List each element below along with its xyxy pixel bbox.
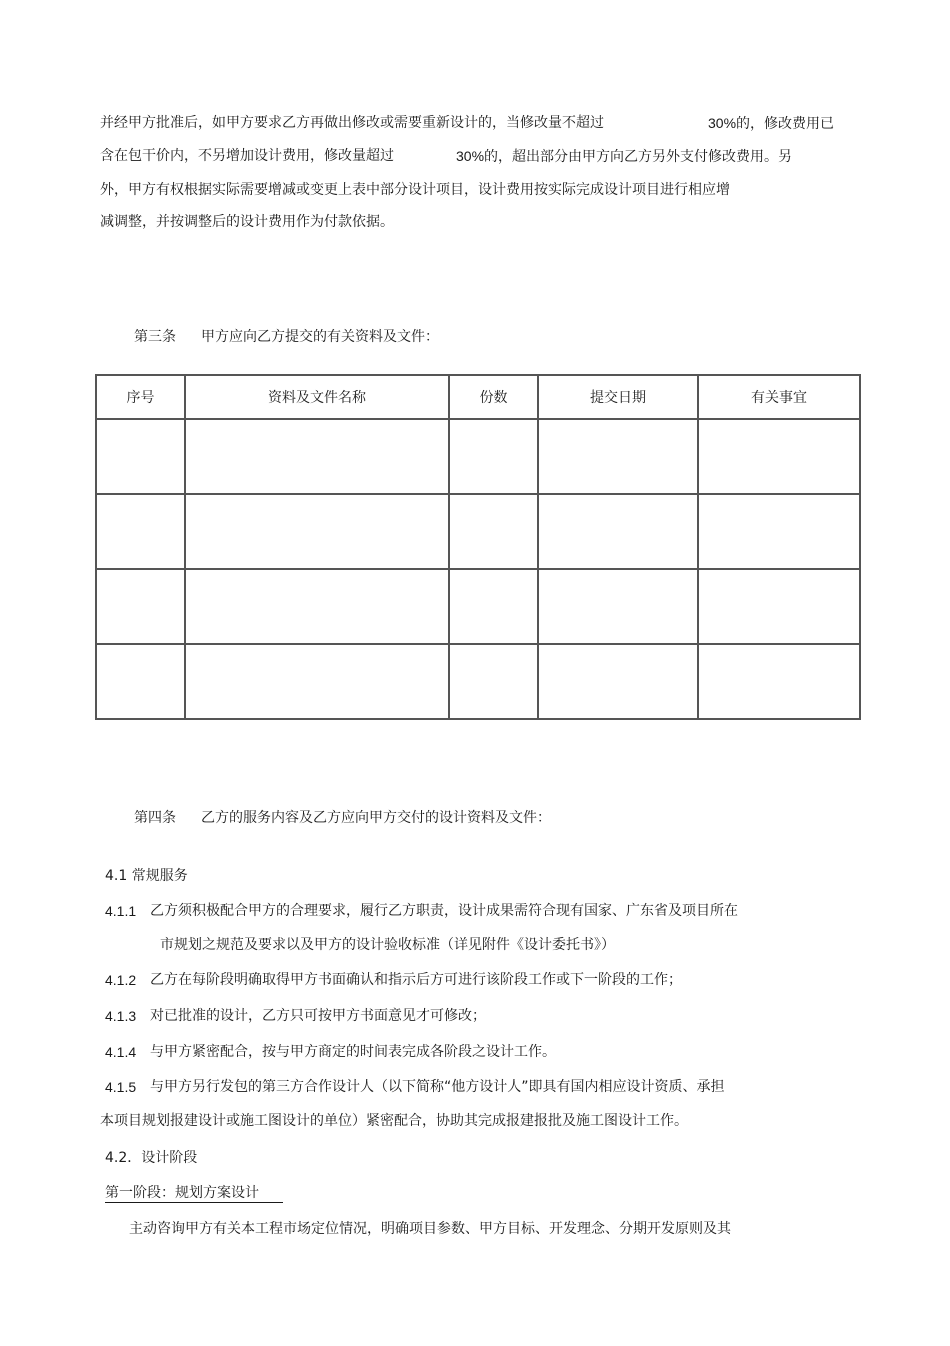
table-cell [96,644,185,719]
table-row [96,569,860,644]
article-4-title: 乙方的服务内容及乙方应向甲方交付的设计资料及文件： [201,810,551,826]
section-4-1-5-number: 4.1.5 [105,1079,137,1095]
table-cell [185,494,449,569]
table-cell [96,494,185,569]
table-cell [449,644,538,719]
article-4-number: 第四条 [134,810,176,826]
table-cell [96,419,185,494]
section-4-1-5-continuation: 本项目规划报建设计或施工图设计的单位）紧密配合，协助其完成报建报批及施工图设计工作。 [100,1113,688,1129]
table-cell [185,569,449,644]
table-cell [698,569,860,644]
intro-line-3: 外，甲方有权根据实际需要增减或变更上表中部分设计项目，设计费用按实际完成设计项目进行相应增 [100,182,730,198]
table-cell [96,569,185,644]
section-4-1-3-number: 4.1.3 [105,1008,137,1024]
section-4-1-4-text: 与甲方紧密配合，按与甲方商定的时间表完成各阶段之设计工作。 [150,1044,556,1060]
documents-table [95,374,861,720]
section-4-2-heading: 4.2．设计阶段 [105,1150,198,1166]
intro-line-1-percent: 30%的，修改费用已 [708,115,835,131]
article-3-title: 甲方应向乙方提交的有关资料及文件： [201,329,439,345]
intro-line-4: 减调整，并按调整后的设计费用作为付款依据。 [100,214,394,230]
table-cell [449,569,538,644]
table-cell [698,419,860,494]
section-4-1-5-text: 与甲方另行发包的第三方合作设计人（以下简称“他方设计人”即具有国内相应设计资质、承担 [150,1079,725,1095]
section-4-1-1-continuation: 市规划之规范及要求以及甲方的设计验收标准（详见附件《设计委托书》） [160,937,615,953]
table-cell [698,644,860,719]
section-4-1-1-text: 乙方须积极配合甲方的合理要求，履行乙方职责，设计成果需符合现有国家、广东省及项目所在 [150,903,738,919]
table-cell [538,569,698,644]
header-copies: 份数 [449,375,538,419]
phase-1-heading: 第一阶段：规划方案设计 [105,1184,283,1203]
section-4-1-heading: 4.1 常规服务 [105,868,188,884]
section-4-1-4-number: 4.1.4 [105,1044,137,1060]
article-3-number: 第三条 [134,329,176,345]
table-header-row [96,375,860,419]
table-row [96,419,860,494]
section-4-1-2-text: 乙方在每阶段明确取得甲方书面确认和指示后方可进行该阶段工作或下一阶段的工作； [150,972,682,988]
table-row [96,644,860,719]
intro-line-1: 并经甲方批准后，如甲方要求乙方再做出修改或需要重新设计的，当修改量不超过 [100,115,604,131]
table-cell [538,419,698,494]
section-4-1-2-number: 4.1.2 [105,972,137,988]
table-cell [449,419,538,494]
table-cell [185,644,449,719]
intro-line-2-percent: 30%的，超出部分由甲方向乙方另外支付修改费用。另 [456,148,793,164]
table-row [96,494,860,569]
table-cell [538,644,698,719]
phase-1-text: 主动咨询甲方有关本工程市场定位情况，明确项目参数、甲方目标、开发理念、分期开发原则及其 [129,1221,731,1237]
table-cell [538,494,698,569]
header-serial-number: 序号 [96,375,185,419]
table-cell [185,419,449,494]
header-submit-date: 提交日期 [538,375,698,419]
section-4-1-3-text: 对已批准的设计，乙方只可按甲方书面意见才可修改； [150,1008,486,1024]
table-cell [698,494,860,569]
table-cell [449,494,538,569]
header-document-name: 资料及文件名称 [185,375,449,419]
header-remarks: 有关事宜 [698,375,860,419]
section-4-1-1-number: 4.1.1 [105,903,137,919]
intro-line-2: 含在包干价内，不另增加设计费用，修改量超过 [100,148,394,164]
